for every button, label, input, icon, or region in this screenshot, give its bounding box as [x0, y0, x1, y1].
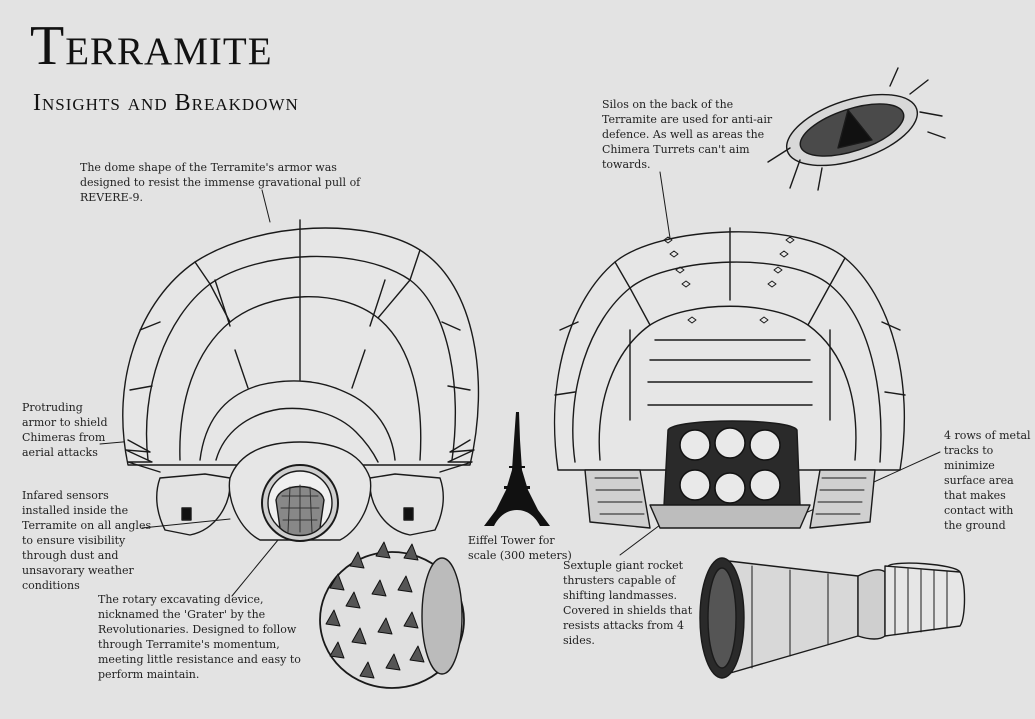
annotation-sensors: Infared sensors installed inside the Terramite on all angles to ensure visibility through dust and unsavorary weather conditions — [22, 489, 152, 592]
terramite-front-view — [123, 220, 479, 541]
silo-detail-sketch — [768, 68, 945, 190]
page-subtitle: Insights and Breakdown — [33, 90, 299, 116]
eiffel-tower-silhouette — [484, 412, 550, 526]
annotation-silos: Silos on the back of the Terramite are used for anti-air defence. As well as areas the Chimera Turrets can't aim towards. — [602, 98, 773, 171]
annotation-tracks: 4 rows of metal tracks to minimize surface area that makes contact with the ground — [944, 429, 1031, 532]
annotation-armor: Protruding armor to shield Chimeras from aerial attacks — [22, 401, 108, 459]
thruster-detail-sketch — [700, 558, 965, 678]
annotation-thrusters: Sextuple giant rocket thrusters capable of shifting landmasses. Covered in shields that resists attacks from 4 sides. — [563, 559, 693, 647]
annotation-grater: The rotary excavating device, nicknamed the 'Grater' by the Revolutionaries. Designed to follow through Terramite's momentum, meeting little resistance and easy to perform maintain. — [98, 593, 301, 681]
annotation-eiffel: Eiffel Tower for scale (300 meters) — [468, 534, 572, 562]
annotation-dome: The dome shape of the Terramite's armor was designed to resist the immense gravational pull of REVERE-9. — [80, 161, 361, 204]
page-title: Terramite — [30, 15, 273, 77]
grater-detail-sketch — [320, 542, 464, 688]
terramite-rear-view — [555, 228, 905, 528]
